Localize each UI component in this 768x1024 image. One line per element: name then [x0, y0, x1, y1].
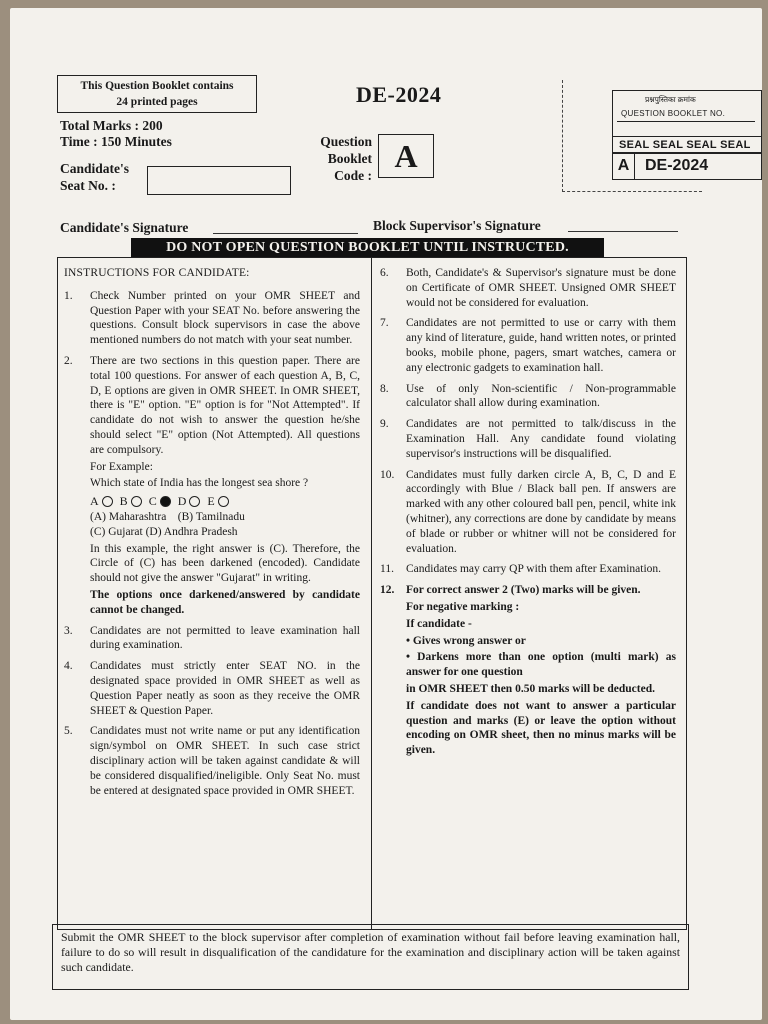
instruction-item: 11. Candidates may carry QP with them after Examination. — [380, 562, 676, 577]
seat-no-field[interactable] — [147, 166, 291, 195]
seal-card — [612, 90, 762, 186]
negative-bullet: • Darkens more than one option (multi mark) as answer for one question — [406, 651, 676, 679]
instruction-text: Candidates are not permitted to use or carry with them any kind of literature, guide, hand written notes, or printed books, mobile phone, pagers, smart watches, camera or any electronic gadgets to examination hall. — [406, 317, 676, 374]
instruction-text: Check Number printed on your OMR SHEET and Question Paper with your SEAT No. before answering the questions. Consult block supervisors in case the above mentioned numbers do not match with your seat number. — [90, 289, 360, 347]
instruction-text: Candidates must fully darken circle A, B, C, D and E accordingly with Blue / Black ball pen. If answers are marked with any other coloured ball pen, pencil, white ink (whitner), any corrections are done by candidate by means of blade or rubber or whitner will not be considered for evaluation. — [406, 468, 676, 555]
instruction-item: 2. There are two sections in this question paper. There are total 100 questions. For answer of each question A, B, C, D, E options are given in OMR SHEET. In OMR SHEET, there is "E" option. "E" option is for "Not Attempted". If candidate do not wish to answer the question he/she should select "E" option (Not Attempted). All questions are compulsory. For Example: Which state of India has the longest sea shore ? A B C D E (A) Maharashtra (B) Tamilnadu (C) Gujarat (D) Andhra Pradesh In this example, the right answer is (C). Therefore, the Circle of (C) has been darkened (encoded). Candidate should not give the answer "Gujarat" in writing. The options once darkened/answered by candidate cannot be changed. — [64, 354, 360, 616]
instructions-left-column — [64, 266, 360, 804]
seal-exam-code: DE-2024 — [645, 157, 709, 174]
instruction-item: 1. Check Number printed on your OMR SHEET and Question Paper with your SEAT No. before answering the questions. Consult block supervisors in case the above mentioned numbers do not match with your seat number. — [64, 289, 360, 347]
divider — [617, 121, 755, 122]
option-circle-icon — [131, 496, 142, 507]
qb-label-line2: Booklet — [327, 151, 372, 166]
candidate-signature-line[interactable] — [213, 233, 358, 234]
total-marks: Total Marks : 200 — [60, 118, 163, 133]
instruction-item: 5. Candidates must not write name or put any identification sign/symbol on OMR SHEET. In such case strict disciplinary action will be taken against candidate & will be considered disqualified/ineligible. Only Seat No. must be entered at designated space provided in OMR SHEET. — [64, 725, 360, 797]
instructions-right-column — [380, 266, 676, 764]
example-choices-2: (C) Gujarat (D) Andhra Pradesh — [90, 525, 238, 538]
instruction-item: 6. Both, Candidate's & Supervisor's signature must be done on Certificate of OMR SHEET. Unsigned OMR SHEET would not be considered for evaluation. — [380, 267, 676, 309]
exam-code-title: DE-2024 — [356, 82, 442, 107]
instruction-text: Candidates may carry QP with them after Examination. — [406, 563, 662, 576]
seat-label-line2: Seat No. : — [60, 178, 116, 193]
option-b: B — [120, 494, 142, 509]
column-divider — [371, 257, 372, 930]
seal-strip: SEAL SEAL SEAL SEAL — [612, 136, 762, 154]
time-limit: Time : 150 Minutes — [60, 134, 172, 149]
deduction-note: in OMR SHEET then 0.50 marks will be deducted. — [406, 682, 655, 695]
seat-label-line1: Candidate's — [60, 161, 130, 176]
seal-code-row — [612, 154, 762, 180]
qb-label-line1: Question — [320, 134, 372, 149]
supervisor-signature-line[interactable] — [568, 231, 678, 232]
seal-code-letter: A — [613, 154, 635, 179]
negative-marking-label: For negative marking : — [406, 600, 520, 613]
instruction-item: 8. Use of only Non-scientific / Non-programmable calculator shall allow during examination. — [380, 382, 676, 410]
example-choices-1: (A) Maharashtra (B) Tamilnadu — [90, 510, 245, 523]
example-label: For Example: — [90, 460, 153, 473]
instruction-text: Candidates must strictly enter SEAT NO. in the designated space provided in OMR SHEET as well as Question Paper neatly as soon as they receive the OMR SHEET & Question Paper. — [90, 660, 360, 717]
instruction-item: 10. Candidates must fully darken circle A, B, C, D and E accordingly with Blue / Black ball pen. If answers are marked with any other coloured ball pen, pencil, white ink (whitner), any corrections are done by candidate by means of blade or rubber or whitner will not be considered for evaluation. — [380, 468, 676, 555]
example-options — [90, 494, 360, 509]
instruction-text: There are two sections in this question paper. There are total 100 questions. For answer of each question A, B, C, D, E options are given in OMR SHEET. In OMR SHEET, there is "E" option. "E" option is for "Not Attempted". If candidate do not wish to answer the question he/she should select "E" option (Not Attempted). All questions are compulsory. — [90, 354, 360, 456]
booklet-number-area — [612, 90, 762, 136]
warning-banner: DO NOT OPEN QUESTION BOOKLET UNTIL INSTRUCTED. — [131, 238, 604, 258]
pages-info-line1: This Question Booklet contains — [80, 80, 234, 92]
instruction-item: 12. For correct answer 2 (Two) marks will be given. For negative marking : If candidate - • Gives wrong answer or • Darkens more than one option (multi mark) as answer for one question in OMR SHEET then 0.50 marks will be deducted. If candidate does not want to answer a particular question and marks (E) or leave the option without encoding on OMR sheet, then no minus marks will be given. — [380, 584, 676, 757]
example-question: Which state of India has the longest sea shore ? — [90, 477, 309, 490]
instruction-text: Candidates are not permitted to talk/discuss in the Examination Hall. Any candidate found violating supervisor's instructions will be disqualified. — [406, 418, 676, 460]
example-explanation: In this example, the right answer is (C). Therefore, the Circle of (C) has been darkened (encoded). Candidate should not give the answer "Gujarat" in writing. — [90, 542, 360, 585]
option-a: A — [90, 494, 113, 509]
qb-label-line3: Code : — [334, 168, 372, 183]
pages-info-box — [57, 75, 257, 113]
instruction-text: Use of only Non-scientific / Non-programmable calculator shall allow during examination. — [406, 382, 676, 410]
instruction-text: For correct answer 2 (Two) marks will be given. — [406, 584, 641, 597]
footer-notice: Submit the OMR SHEET to the block supervisor after completion of examination without fail before leaving examination hall, failure to do so will result in disqualification of the candidature for the examination and disciplinary action will be taken against such candidate. — [52, 924, 689, 990]
marks-time — [60, 118, 172, 150]
darkened-circle-icon — [160, 496, 171, 507]
option-c: C — [149, 494, 171, 509]
option-circle-icon — [218, 496, 229, 507]
option-circle-icon — [189, 496, 200, 507]
option-circle-icon — [102, 496, 113, 507]
darkened-note: The options once darkened/answered by candidate cannot be changed. — [90, 588, 360, 616]
booklet-code-label — [310, 133, 372, 184]
instruction-item: 4. Candidates must strictly enter SEAT NO. in the designated space provided in OMR SHEET as well as Question Paper neatly as soon as they receive the OMR SHEET & Question Paper. — [64, 660, 360, 717]
if-candidate: If candidate - — [406, 617, 472, 630]
instruction-item: 7. Candidates are not permitted to use or carry with them any kind of literature, guide, hand written notes, or printed books, mobile phone, pagers, smart watches, camera or any electronic gadgets to examination hall. — [380, 317, 676, 374]
hindi-label: प्रश्नपुस्तिका क्रमांक — [645, 95, 696, 104]
seal-bracket — [562, 80, 572, 192]
supervisor-signature-label: Block Supervisor's Signature — [373, 218, 541, 233]
no-minus-note: If candidate does not want to answer a particular question and marks (E) or leave the option without encoding on OMR sheet, then no minus marks will be given. — [406, 699, 676, 757]
pages-info-line2: 24 printed pages — [116, 96, 198, 108]
negative-bullet: • Gives wrong answer or — [406, 634, 526, 647]
instruction-text: Candidates are not permitted to leave examination hall during examination. — [90, 624, 360, 652]
instruction-text: Both, Candidate's & Supervisor's signature must be done on Certificate of OMR SHEET. Unsigned OMR SHEET would not be considered for evaluation. — [406, 267, 676, 309]
instruction-text: Candidates must not write name or put any identification sign/symbol on OMR SHEET. In such case strict disciplinary action will be taken against candidate & will be considered disqualified/ineligible. Only Seat No. must be entered at designated space provided in OMR SHEET. — [90, 725, 360, 797]
booklet-number-label: QUESTION BOOKLET NO. — [621, 109, 726, 118]
seat-no-label — [60, 160, 129, 194]
seal-bracket-bottom — [562, 191, 702, 192]
option-d: D — [178, 494, 201, 509]
instruction-item: 3. Candidates are not permitted to leave examination hall during examination. — [64, 624, 360, 652]
option-e: E — [207, 494, 228, 509]
instruction-item: 9. Candidates are not permitted to talk/discuss in the Examination Hall. Any candidate found violating supervisor's instructions will be disqualified. — [380, 418, 676, 460]
candidate-signature-label: Candidate's Signature — [60, 220, 189, 235]
instructions-heading: INSTRUCTIONS FOR CANDIDATE: — [64, 267, 250, 279]
booklet-code-value: A — [378, 134, 434, 178]
